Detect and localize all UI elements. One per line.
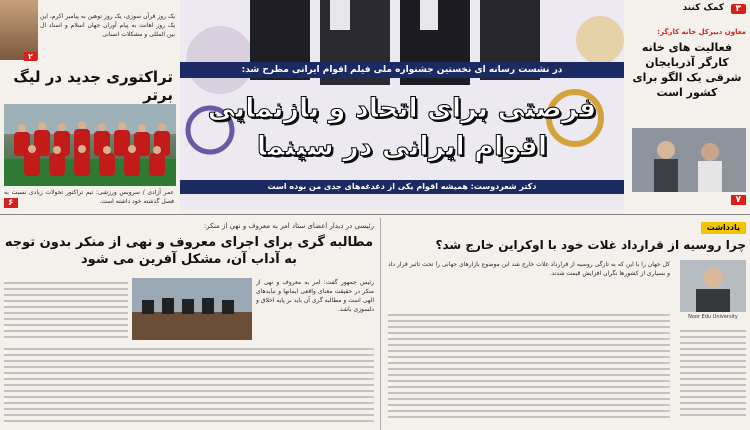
sport-team-photo[interactable] (4, 104, 176, 186)
sport-caption: عمر آزادی / سرویس ورزشی: تیم تراکتور تحولات زیادی نسبت به فصل گذشته خود داشته است. (4, 189, 174, 205)
meeting-scene (132, 278, 252, 340)
note-filler-text (388, 310, 670, 422)
meeting-photo[interactable] (132, 278, 252, 340)
right-top-page: ۳ (731, 4, 747, 14)
author-portrait (680, 260, 746, 312)
note-body: کل جهان را با این که به تازگی روسیه از قرارداد غلات خارج شد این موضوع بازارهای جهانی را تحت تاثیر قرار داد و بسیاری از کشورها نگران افزایش قیمت شدند. (388, 261, 670, 277)
lower-left-side-text (4, 278, 128, 342)
note-tag (701, 222, 746, 234)
author-byline: Noor Edu University (688, 314, 738, 320)
right-headline[interactable]: فعالیت های خانه کارگر آذربایجان شرقی یک الگو برای کشور است (632, 41, 742, 99)
hero-section[interactable] (180, 0, 624, 210)
left-top-photo[interactable] (0, 0, 38, 60)
lower-left-filler-text (4, 344, 374, 426)
left-blurb-page: ۲ (24, 52, 37, 61)
right-column (626, 0, 750, 215)
right-page: ۷ (731, 195, 747, 205)
lower-right-note[interactable] (384, 218, 750, 430)
right-top-text: کمک کنند (682, 3, 724, 13)
lower-left-body: رئیس جمهور گفت: امر به معروف و نهی از منکر در حقیقت معنای واقعی ایمانها و نبایدهای الهی است و مطالبه گری آن باید بر پایه اخلاق و دلسوزی باشد. (256, 279, 374, 313)
sport-page: ۶ (4, 198, 18, 208)
hero-headline-2: اقوام ایرانی در سینما (256, 131, 548, 162)
right-kicker: معاون دبیرکل خانه کارگر: (657, 28, 746, 36)
column-divider (380, 218, 381, 430)
fold-divider (0, 214, 750, 215)
note-side-text (680, 326, 746, 420)
lower-left-story[interactable] (0, 218, 378, 430)
lower-left-kicker: رئیسی در دیدار اعضای ستاد امر به معروف و نهی از منکر: (203, 222, 374, 230)
author-photo[interactable] (680, 260, 746, 312)
sport-title[interactable]: تراکتوری جدید در لیگ برتر (13, 68, 173, 104)
left-blurb: یک روز قرآن سوزی، یک روز توهین به پیامبر اکرم، این یک روز اهانت به پیام آوران جهان اسلام و اسناد ال بین المللی و مشکلات انسانی (40, 13, 175, 38)
right-photo[interactable] (632, 128, 746, 192)
hero-headline-1: فرصتی برای اتحاد و بازنمایی (207, 93, 597, 124)
team-players (4, 104, 176, 186)
lower-left-headline: مطالبه گری برای اجرای معروف و نهی از منکر بدون توجه به آداب آن، مشکل آفرین می شود (4, 235, 374, 267)
hero-subhead-bar (180, 180, 624, 194)
hero-subhead-text: دکتر شعردوست: همیشه اقوام یکی از دغدغه‌های جدی من بوده است (267, 182, 537, 191)
hero-kicker (180, 62, 624, 78)
right-photo-scene (632, 128, 746, 192)
note-headline: چرا روسیه از قرارداد غلات خود با اوکراین خارج شد؟ (435, 238, 746, 252)
hero-kicker-text: در نشست رسانه ای نخستین جشنواره ملی فیلم اقوام ایرانی مطرح شد: (241, 65, 563, 75)
note-tag-text: یادداشت (706, 223, 740, 232)
